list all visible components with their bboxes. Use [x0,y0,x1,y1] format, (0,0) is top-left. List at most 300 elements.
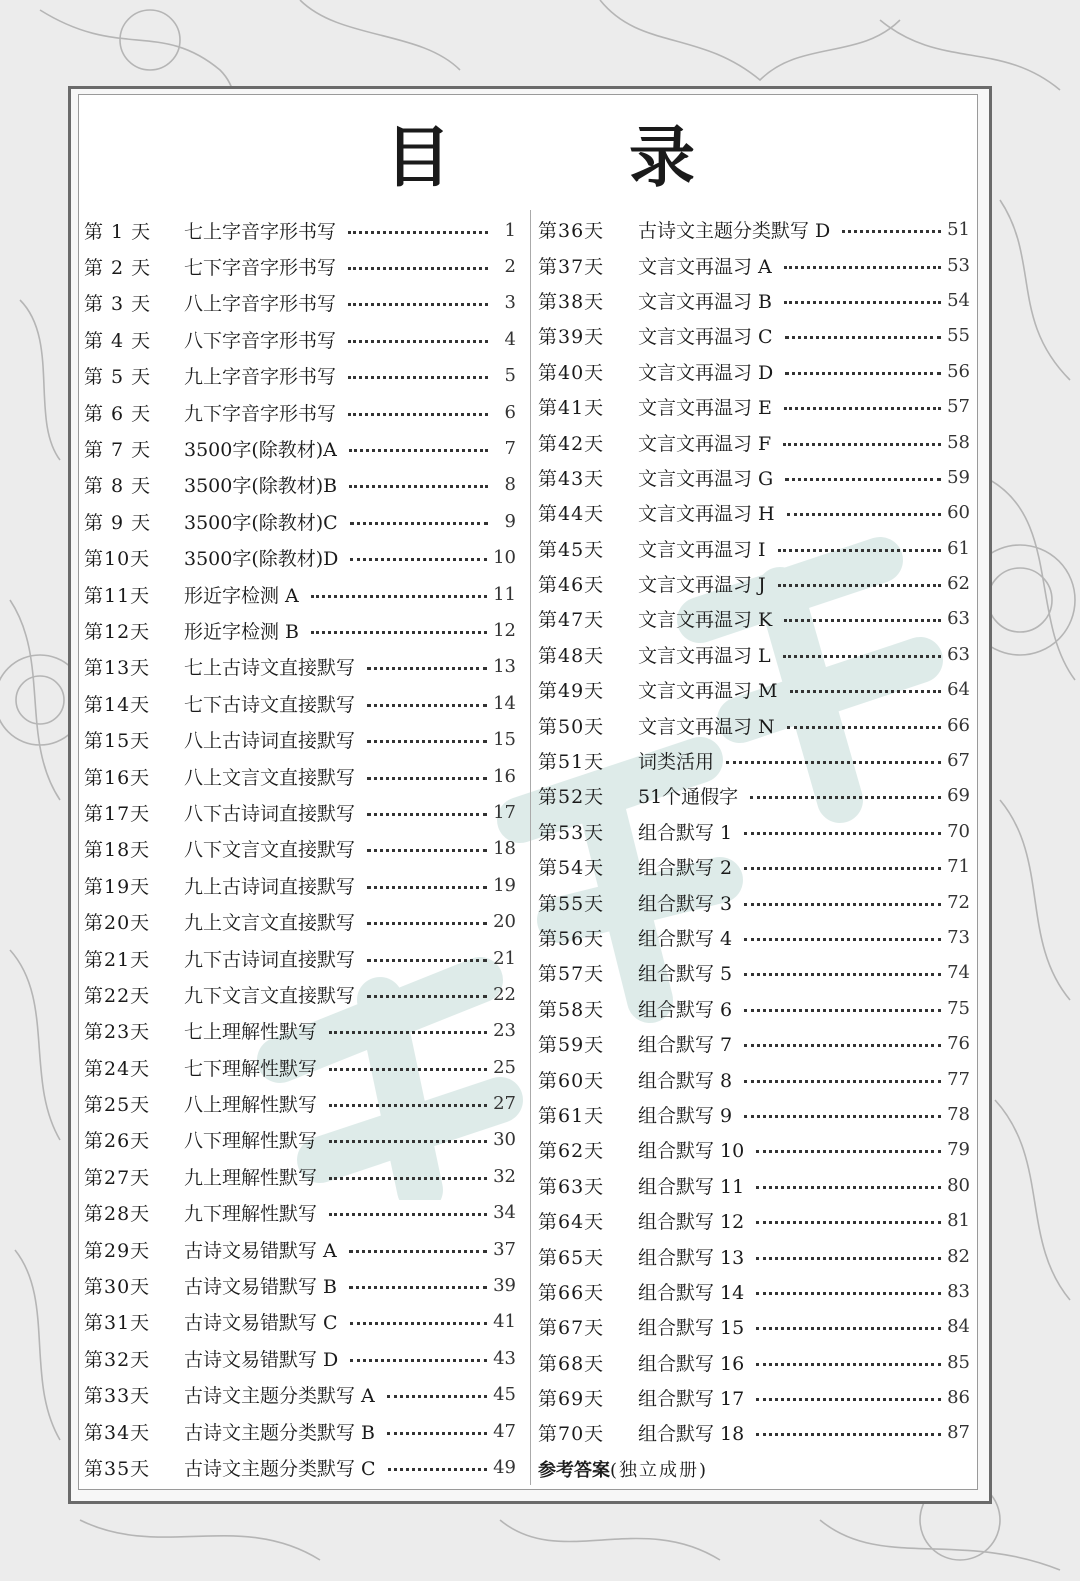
toc-day: 第66天 [538,1281,605,1304]
leader-dots [367,995,487,998]
toc-page: 72 [947,891,970,913]
toc-day: 第54天 [538,857,605,880]
leader-dots [367,704,487,707]
leader-dots [784,407,941,410]
leader-dots [348,267,488,270]
leader-dots [387,1395,487,1398]
leader-dots [785,372,941,375]
toc-column-left [84,212,516,1486]
toc-entry[interactable] [538,1415,970,1450]
toc-entry[interactable] [84,1085,516,1121]
toc-topic: 古诗文主题分类默写 B [184,1421,376,1444]
leader-dots [744,973,941,976]
toc-day: 第34天 [84,1421,151,1444]
toc-topic: 九下理解性默写 [184,1203,318,1226]
toc-day: 第16天 [84,766,151,789]
toc-topic: 组合默写 16 [638,1352,745,1375]
leader-dots [744,903,941,906]
toc-topic: 组合默写 5 [638,963,733,986]
toc-day: 第20天 [84,912,151,935]
leader-dots [367,813,487,816]
toc-topic: 3500字(除教材)C [184,511,338,534]
toc-entry[interactable] [538,1238,970,1273]
leader-dots [367,922,487,925]
toc-entry[interactable] [538,991,970,1026]
toc-entry[interactable] [84,867,516,903]
toc-entry[interactable] [84,1304,516,1340]
leader-dots [784,301,941,304]
toc-entry[interactable] [84,1158,516,1194]
toc-topic: 九上理解性默写 [184,1166,318,1189]
leader-dots [756,1433,941,1436]
toc-day: 第68天 [538,1352,605,1375]
toc-day: 第21天 [84,948,151,971]
toc-page: 18 [493,838,516,860]
leader-dots [329,1140,487,1143]
toc-topic: 组合默写 1 [638,821,733,844]
toc-page: 54 [947,289,970,311]
toc-entry[interactable] [84,394,516,430]
toc-topic: 3500字(除教材)B [184,475,338,498]
leader-dots [726,761,941,764]
leader-dots [744,1044,941,1047]
toc-day: 第27天 [84,1166,151,1189]
leader-dots [329,1068,487,1071]
leader-dots [367,777,487,780]
toc-page: 73 [947,927,970,948]
toc-entry[interactable] [84,612,516,648]
toc-entry[interactable] [538,849,970,884]
toc-day: 第36天 [538,220,605,243]
toc-topic: 古诗文易错默写 D [184,1348,339,1371]
toc-page: 58 [947,431,970,453]
toc-day: 第22天 [84,984,151,1007]
toc-day: 第69天 [538,1388,605,1411]
toc-day: 第19天 [84,875,151,898]
leader-dots [785,478,941,481]
leader-dots [367,740,487,743]
toc-topic: 组合默写 11 [638,1175,745,1198]
leader-dots [787,513,941,516]
toc-topic: 古诗文主题分类默写 D [638,220,831,243]
toc-entry[interactable] [538,389,970,424]
toc-entry[interactable] [538,884,970,919]
toc-entry[interactable] [84,503,516,539]
toc-entry[interactable] [84,358,516,394]
toc-entry[interactable] [84,540,516,576]
toc-entry[interactable] [84,1013,516,1049]
leader-dots [783,443,941,446]
toc-topic: 组合默写 12 [638,1211,745,1234]
toc-page: 20 [493,911,516,933]
toc-topic: 古诗文主题分类默写 C [184,1457,376,1480]
toc-entry[interactable] [538,955,970,990]
leader-dots [311,595,487,598]
toc-topic: 七下字音字形书写 [184,257,337,280]
toc-entry[interactable] [84,1267,516,1303]
toc-day: 第51天 [538,751,605,774]
toc-day: 第 1 天 [84,220,152,243]
toc-page: 10 [493,547,516,569]
toc-day: 第52天 [538,786,605,809]
toc-page: 56 [947,360,970,382]
leader-dots [367,886,487,889]
toc-entry[interactable] [84,1449,516,1485]
toc-entry[interactable] [538,920,970,955]
toc-page: 78 [947,1103,970,1125]
toc-entry[interactable] [538,707,970,742]
toc-day: 第24天 [84,1057,151,1080]
toc-page: 21 [493,947,516,969]
toc-topic: 九上文言文直接默写 [184,912,356,935]
toc-day: 第44天 [538,503,605,526]
toc-day: 第40天 [538,361,605,384]
toc-entry[interactable] [538,1203,970,1238]
toc-page: 3 [504,292,516,314]
toc-day: 第53天 [538,821,605,844]
leader-dots [744,832,941,835]
toc-day: 第42天 [538,432,605,455]
leader-dots [349,485,488,488]
toc-topic: 九上古诗词直接默写 [184,875,356,898]
toc-topic: 古诗文易错默写 C [184,1312,338,1335]
toc-topic: 组合默写 14 [638,1281,745,1304]
leader-dots [311,631,487,634]
toc-page: 57 [947,396,970,418]
toc-topic: 组合默写 10 [638,1140,745,1163]
toc-topic: 组合默写 15 [638,1317,745,1340]
toc-page: 37 [493,1238,516,1260]
toc-day: 第 2 天 [84,257,152,280]
toc-page: 66 [947,714,970,736]
leader-dots [329,1213,487,1216]
toc-entry[interactable] [84,1195,516,1231]
leader-dots [756,1327,941,1330]
toc-topic: 组合默写 8 [638,1069,733,1092]
toc-page: 80 [947,1174,970,1196]
toc-entry[interactable] [84,758,516,794]
toc-day: 第46天 [538,574,605,597]
toc-day: 第45天 [538,538,605,561]
toc-day: 第55天 [538,892,605,915]
toc-topic: 文言文再温习 A [638,255,772,278]
toc-page: 45 [493,1384,516,1406]
toc-topic: 九下文言文直接默写 [184,984,356,1007]
toc-entry[interactable] [84,649,516,685]
toc-day: 第23天 [84,1021,151,1044]
toc-page: 32 [493,1165,516,1187]
toc-topic: 文言文再温习 I [638,538,766,561]
toc-topic: 文言文再温习 L [638,644,771,667]
toc-entry[interactable] [84,903,516,939]
toc-page: 34 [493,1202,516,1224]
toc-day: 第65天 [538,1246,605,1269]
toc-topic: 形近字检测 A [184,584,299,607]
toc-entry[interactable] [538,1168,970,1203]
toc-entry[interactable] [538,1274,970,1309]
toc-entry[interactable] [538,601,970,636]
toc-entry[interactable] [538,460,970,495]
leader-dots [350,1359,487,1362]
toc-page: 85 [947,1351,970,1373]
toc-day: 第 4 天 [84,329,152,352]
leader-dots [790,690,942,693]
toc-topic: 文言文再温习 D [638,361,774,384]
toc-topic: 组合默写 13 [638,1246,745,1269]
toc-page: 23 [493,1020,516,1042]
leader-dots [744,1115,941,1118]
toc-entry[interactable] [84,430,516,466]
toc-topic: 八上字音字形书写 [184,293,337,316]
leader-dots [349,1250,487,1253]
toc-topic: 文言文再温习 F [638,432,772,455]
toc-page: 59 [947,466,970,488]
toc-entry[interactable] [538,1097,970,1132]
leader-dots [348,340,488,343]
toc-entry[interactable] [84,831,516,867]
leader-dots [744,938,941,941]
answer-key-note: (独立成册) [610,1460,709,1481]
toc-entry[interactable] [84,285,516,321]
toc-entry[interactable] [538,212,970,247]
page-title: 目 录 [385,118,751,196]
toc-page: 64 [947,679,970,701]
toc-entry[interactable] [538,637,970,672]
toc-entry[interactable] [538,424,970,459]
toc-topic: 组合默写 17 [638,1388,745,1411]
toc-page: 63 [947,643,970,665]
toc-entry[interactable] [84,321,516,357]
toc-day: 第41天 [538,397,605,420]
toc-day: 第57天 [538,963,605,986]
toc-topic: 文言文再温习 J [638,574,766,597]
toc-entry[interactable] [84,940,516,976]
toc-topic: 形近字检测 B [184,620,300,643]
toc-page: 13 [493,656,516,678]
toc-day: 第33天 [84,1385,151,1408]
toc-day: 第48天 [538,644,605,667]
toc-day: 第64天 [538,1211,605,1234]
leader-dots [778,584,941,587]
toc-page: 77 [947,1068,970,1090]
toc-page: 51 [947,219,970,241]
toc-entry[interactable] [538,247,970,282]
column-divider [530,210,531,1485]
toc-page: 67 [947,750,970,772]
leader-dots [785,336,942,339]
toc-entry[interactable] [538,1309,970,1344]
toc-entry[interactable] [538,354,970,389]
leader-dots [756,1150,941,1153]
toc-entry[interactable] [84,1231,516,1267]
toc-entry[interactable] [538,814,970,849]
toc-entry[interactable] [538,1132,970,1167]
toc-entry[interactable] [538,318,970,353]
toc-entry[interactable] [538,566,970,601]
toc-entry[interactable] [84,212,516,248]
toc-day: 第17天 [84,802,151,825]
toc-day: 第 5 天 [84,366,152,389]
toc-day: 第13天 [84,657,151,680]
toc-topic: 文言文再温习 N [638,715,775,738]
toc-entry[interactable] [84,794,516,830]
toc-page: 22 [493,983,516,1005]
toc-entry[interactable] [84,685,516,721]
toc-day: 第37天 [538,255,605,278]
leader-dots [329,1104,487,1107]
toc-day: 第60天 [538,1069,605,1092]
toc-topic: 九下字音字形书写 [184,402,337,425]
leader-dots [744,867,941,870]
leader-dots [778,549,942,552]
toc-day: 第70天 [538,1423,605,1446]
toc-topic: 八下古诗词直接默写 [184,802,356,825]
leader-dots [350,522,488,525]
toc-day: 第18天 [84,839,151,862]
toc-page: 7 [504,438,516,460]
toc-entry[interactable] [84,976,516,1012]
leader-dots [367,959,487,962]
toc-topic: 七上字音字形书写 [184,220,337,243]
toc-page: 75 [947,997,970,1019]
toc-page: 27 [493,1093,516,1115]
leader-dots [756,1398,941,1401]
leader-dots [367,667,487,670]
toc-entry[interactable] [538,1345,970,1380]
toc-entry[interactable] [538,778,970,813]
toc-day: 第59天 [538,1034,605,1057]
toc-day: 第29天 [84,1239,151,1262]
toc-day: 第63天 [538,1175,605,1198]
toc-topic: 八上文言文直接默写 [184,766,356,789]
toc-entry[interactable] [538,1061,970,1096]
leader-dots [329,1177,487,1180]
toc-entry[interactable] [84,1377,516,1413]
toc-day: 第 3 天 [84,293,152,316]
toc-page: 11 [493,583,516,605]
toc-topic: 七上古诗文直接默写 [184,657,356,680]
toc-entry[interactable] [538,1380,970,1415]
toc-day: 第58天 [538,998,605,1021]
toc-entry[interactable] [84,576,516,612]
toc-page: 4 [504,328,516,350]
toc-day: 第26天 [84,1130,151,1153]
toc-day: 第14天 [84,693,151,716]
toc-page: 76 [947,1033,970,1055]
answer-key-entry[interactable] [538,1456,708,1482]
toc-entry[interactable] [538,495,970,530]
toc-topic: 组合默写 9 [638,1104,733,1127]
toc-day: 第 9 天 [84,511,152,534]
toc-page: 16 [493,765,516,787]
leader-dots [387,1432,487,1435]
toc-page: 63 [947,608,970,630]
toc-entry[interactable] [84,248,516,284]
leader-dots [750,796,941,799]
leader-dots [783,655,941,658]
toc-topic: 组合默写 4 [638,928,733,950]
toc-topic: 词类活用 [638,751,715,774]
toc-page: 74 [947,962,970,984]
toc-topic: 组合默写 2 [638,857,733,880]
leader-dots [348,376,488,379]
toc-topic: 3500字(除教材)D [184,548,339,571]
toc-entry[interactable] [538,1026,970,1061]
toc-topic: 组合默写 6 [638,998,733,1021]
toc-topic: 组合默写 18 [638,1423,745,1446]
toc-page: 19 [493,874,516,896]
toc-topic: 组合默写 3 [638,892,733,915]
toc-page: 69 [947,785,970,807]
toc-entry[interactable] [538,672,970,707]
leader-dots [756,1221,941,1224]
toc-day: 第47天 [538,609,605,632]
toc-page: 12 [493,619,516,641]
toc-page: 49 [493,1456,516,1478]
toc-page: 60 [947,502,970,524]
toc-topic: 古诗文易错默写 B [184,1276,338,1299]
toc-page: 86 [947,1387,970,1409]
leader-dots [756,1186,941,1189]
toc-entry[interactable] [84,1122,516,1158]
toc-entry[interactable] [84,1340,516,1376]
toc-day: 第10天 [84,548,151,571]
toc-entry[interactable] [84,467,516,503]
toc-day: 第28天 [84,1203,151,1226]
toc-day: 第43天 [538,467,605,490]
toc-topic: 文言文再温习 M [638,680,778,703]
toc-page: 6 [504,401,516,423]
toc-entry[interactable] [84,1049,516,1085]
toc-page: 81 [947,1210,970,1232]
leader-dots [350,558,487,561]
toc-entry[interactable] [538,743,970,778]
toc-page: 62 [947,573,970,595]
toc-day: 第56天 [538,928,605,950]
toc-entry[interactable] [538,283,970,318]
leader-dots [784,266,941,269]
leader-dots [348,303,488,306]
toc-entry[interactable] [538,531,970,566]
toc-page: 55 [947,325,970,347]
toc-page: 15 [493,729,516,751]
leader-dots [756,1292,941,1295]
toc-page: 61 [947,537,970,559]
leader-dots [367,849,487,852]
toc-page: 1 [504,219,516,241]
toc-page: 9 [504,510,516,532]
toc-topic: 八下文言文直接默写 [184,839,356,862]
toc-page: 87 [947,1422,970,1444]
toc-topic: 3500字(除教材)A [184,439,337,462]
toc-day: 第12天 [84,620,151,643]
toc-day: 第50天 [538,715,605,738]
toc-topic: 组合默写 7 [638,1034,733,1057]
toc-day: 第49天 [538,680,605,703]
toc-topic: 文言文再温习 K [638,609,773,632]
leader-dots [348,413,488,416]
toc-topic: 八上古诗词直接默写 [184,730,356,753]
toc-day: 第31天 [84,1312,151,1335]
toc-entry[interactable] [84,1413,516,1449]
toc-entry[interactable] [84,721,516,757]
toc-day: 第30天 [84,1276,151,1299]
toc-day: 第 6 天 [84,402,152,425]
toc-topic: 九下古诗词直接默写 [184,948,356,971]
toc-topic: 文言文再温习 B [638,290,773,313]
toc-page: 71 [947,856,970,878]
toc-topic: 文言文再温习 E [638,397,772,420]
